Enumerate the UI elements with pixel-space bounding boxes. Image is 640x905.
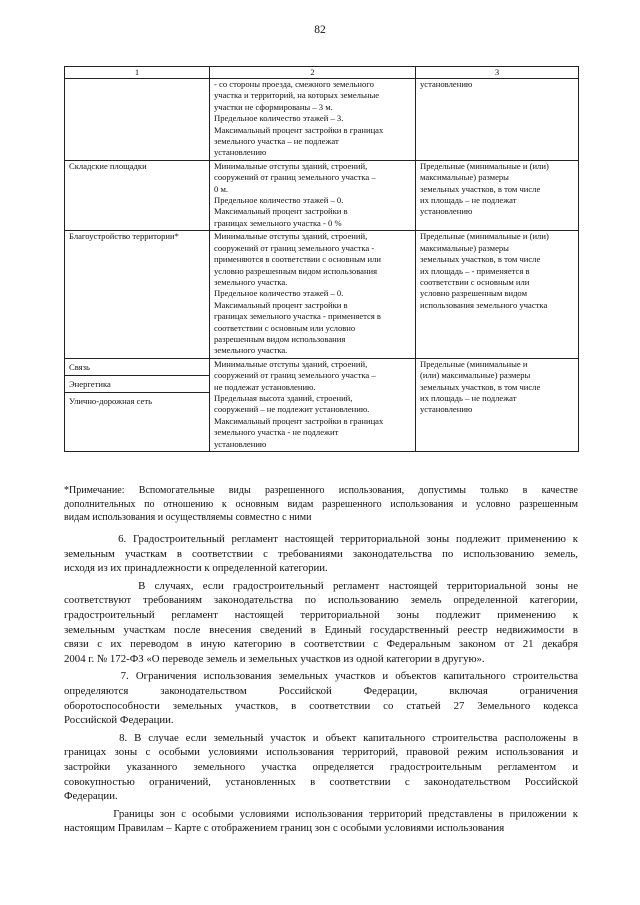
cell-line: их площадь – не подлежат	[420, 195, 517, 206]
storage-limits-cell	[416, 160, 579, 230]
cell-line: условно разрешенным видом	[420, 288, 528, 299]
paragraph-line: земельным участкам в соответствии с требованиями законодательства по использованию земель,	[64, 547, 578, 560]
paragraph-line: Границы зон с особыми условиями использования территорий представлены в приложении к	[64, 807, 578, 820]
cell-line: Максимальный процент застройки в	[214, 206, 348, 217]
paragraph-line: границах зоны с особыми условиями использования территорий, правовой режим использования и	[64, 746, 578, 759]
cell-line: Предельное количество этажей – 0.	[214, 195, 344, 206]
paragraph-line: земельным участкам после внесения сведений в Единый государственный реестр недвижимости в	[64, 623, 578, 636]
cell-line: земельных участков, в том числе	[420, 254, 541, 265]
paragraph-line: Российской Федерации.	[64, 714, 174, 727]
cell-line: разрешенным видом использования	[214, 333, 346, 344]
cell-line: сооружений от границ земельного участка –	[214, 370, 376, 381]
paragraph-line: Федерации.	[64, 790, 118, 803]
cell-line: - со стороны проезда, смежного земельного	[214, 79, 374, 89]
column-number-2: 2	[210, 67, 416, 79]
cell-line: Минимальные отступы зданий, строений,	[214, 358, 368, 369]
paragraph-line: настоящим Правилам – Карте с отображением границ зон с особыми условиями использования	[64, 822, 505, 835]
paragraph-line: определяются законодательством Российской Федерации, включая ограничения	[64, 684, 578, 697]
use-type-communications: Связь	[65, 359, 209, 376]
cell-line: Предельное количество этажей – 0.	[214, 288, 344, 299]
comm-params-cell	[210, 358, 416, 451]
table-row	[65, 358, 579, 451]
paragraph-line: связи с их переводом в иную категорию в соответствии с Федеральным законом от 21 декабря	[64, 638, 578, 651]
use-type-landscaping: Благоустройство территории*	[65, 231, 210, 358]
cell-line: соответствии с основным или	[420, 276, 530, 287]
page-number: 82	[314, 24, 326, 36]
paragraph	[64, 807, 578, 836]
cell-line: их площадь – - применяется в	[420, 265, 530, 276]
cell-line: установлению	[420, 404, 473, 415]
cell-line: установлению	[420, 206, 473, 217]
body-text	[64, 532, 578, 839]
cell-line: Максимальный процент застройки в границах	[214, 124, 384, 135]
paragraph-line: 2004 г. № 172-ФЗ «О переводе земель и земельных участков из одной категории в другую».	[64, 652, 485, 665]
paragraph-line: соответствуют требованиям законодательства по использованию земель определенной категории,	[64, 594, 578, 607]
paragraph-line: застройки указанного земельного участка определяется градостроительным регламентом и	[64, 760, 578, 773]
use-type-group-cell	[65, 358, 210, 451]
cell-line: соответствии с основным или условно	[214, 322, 356, 333]
footnote-line: видам использования и осуществляемы совместно с ними	[64, 512, 312, 523]
cell-line: 0 м.	[214, 183, 229, 194]
cell-line: земельного участка.	[214, 276, 288, 287]
cell-line: применяются в соответствии с основным или	[214, 254, 381, 265]
cell-line: Предельные (минимальные и (или)	[420, 160, 549, 171]
table-footnote	[64, 484, 578, 525]
cell-line: установлению	[214, 438, 267, 449]
row-top-use-cell	[65, 79, 210, 161]
paragraph-line: В случаях, если градостроительный регламент настоящей территориальной зоны не	[64, 579, 578, 592]
footnote-line: *Примечание: Вспомогательные виды разрешенного использования, допустимы только в качестве	[64, 485, 578, 496]
paragraph	[64, 532, 578, 576]
cell-line: участки не сформированы – 3 м.	[214, 101, 333, 112]
paragraph-line: оборотоспособности земельных участков, в соответствии со статьей 27 Земельного кодекса	[64, 699, 578, 712]
row-top-params-cell	[210, 79, 416, 161]
cell-line: Максимальный процент застройки в	[214, 299, 348, 310]
use-type-energy: Энергетика	[65, 376, 209, 393]
cell-line: земельного участка – не подлежат	[214, 136, 339, 147]
paragraph-line: 6. Градостроительный регламент настоящей территориальной зоны подлежит применению к	[64, 533, 578, 545]
cell-line: условно разрешенным видом использования	[214, 265, 378, 276]
cell-line: максимальные) размеры	[420, 172, 509, 183]
cell-line: Предельные (минимальные и (или)	[420, 231, 549, 242]
cell-line: сооружений от границ земельного участка –	[214, 172, 376, 183]
cell-line: сооружений – не подлежит установлению.	[214, 404, 370, 415]
footnote-line: дополнительных по отношению к основным видам разрешенного использования и условно разрешенным	[64, 498, 578, 510]
cell-line: их площадь – не подлежат	[420, 392, 517, 403]
cell-line: Минимальные отступы зданий, строений,	[214, 231, 368, 242]
use-type-road-network: Улично-дорожная сеть	[69, 395, 152, 406]
cell-line: Предельные (минимальные и	[420, 358, 528, 369]
cell-line: (или) максимальные) размеры	[420, 370, 531, 381]
table-header-row	[65, 67, 579, 79]
cell-line: земельного участка.	[214, 345, 288, 356]
comm-limits-cell	[416, 358, 579, 451]
column-number-3: 3	[416, 67, 579, 79]
cell-line: Предельное количество этажей – 3.	[214, 113, 344, 124]
landscaping-limits-cell	[416, 231, 579, 358]
paragraph-line: 7. Ограничения использования земельных участков и объектов капитального строительства	[64, 670, 578, 683]
column-number-1: 1	[65, 67, 210, 79]
table-row	[65, 231, 579, 358]
landscaping-params-cell	[210, 231, 416, 358]
paragraph	[64, 579, 578, 667]
paragraph-line: исходя из их принадлежности к определенной категории.	[64, 562, 328, 575]
cell-line: не подлежат установлению.	[214, 381, 316, 392]
cell-line: Предельная высота зданий, строений,	[214, 392, 353, 403]
cell-line: установлению	[420, 79, 473, 89]
cell-line: границах земельного участка - применяется в	[214, 311, 381, 322]
table-row	[65, 160, 579, 230]
cell-line: максимальные) размеры	[420, 242, 509, 253]
row-top-limits-cell	[416, 79, 579, 161]
cell-line: Минимальные отступы зданий, строений,	[214, 160, 368, 171]
paragraph-line: совокупностью ограничений, установленных в соответствии с законодательством Российской	[64, 775, 578, 788]
cell-line: участка и территорий, на которых земельные	[214, 90, 380, 101]
cell-line: земельных участков, в том числе	[420, 381, 541, 392]
table-row	[65, 79, 579, 161]
regulation-table	[64, 66, 579, 452]
use-type-storage: Складские площадки	[65, 160, 210, 230]
cell-line: земельных участков, в том числе	[420, 183, 541, 194]
cell-line: границах земельного участка - 0 %	[214, 217, 342, 228]
cell-line: земельного участка - не подлежит	[214, 427, 339, 438]
cell-line: установлению	[214, 147, 267, 158]
paragraph	[64, 669, 578, 727]
storage-params-cell	[210, 160, 416, 230]
paragraph	[64, 731, 578, 804]
cell-line: сооружений от границ земельного участка -	[214, 242, 375, 253]
paragraph-line: градостроительный регламент настоящей территориальной зоны подлежит применению к	[64, 608, 578, 621]
cell-line: Максимальный процент застройки в границах	[214, 415, 384, 426]
paragraph-line: 8. В случае если земельный участок и объект капитального строительства расположены в	[64, 731, 578, 744]
cell-line: использования земельного участка	[420, 299, 548, 310]
